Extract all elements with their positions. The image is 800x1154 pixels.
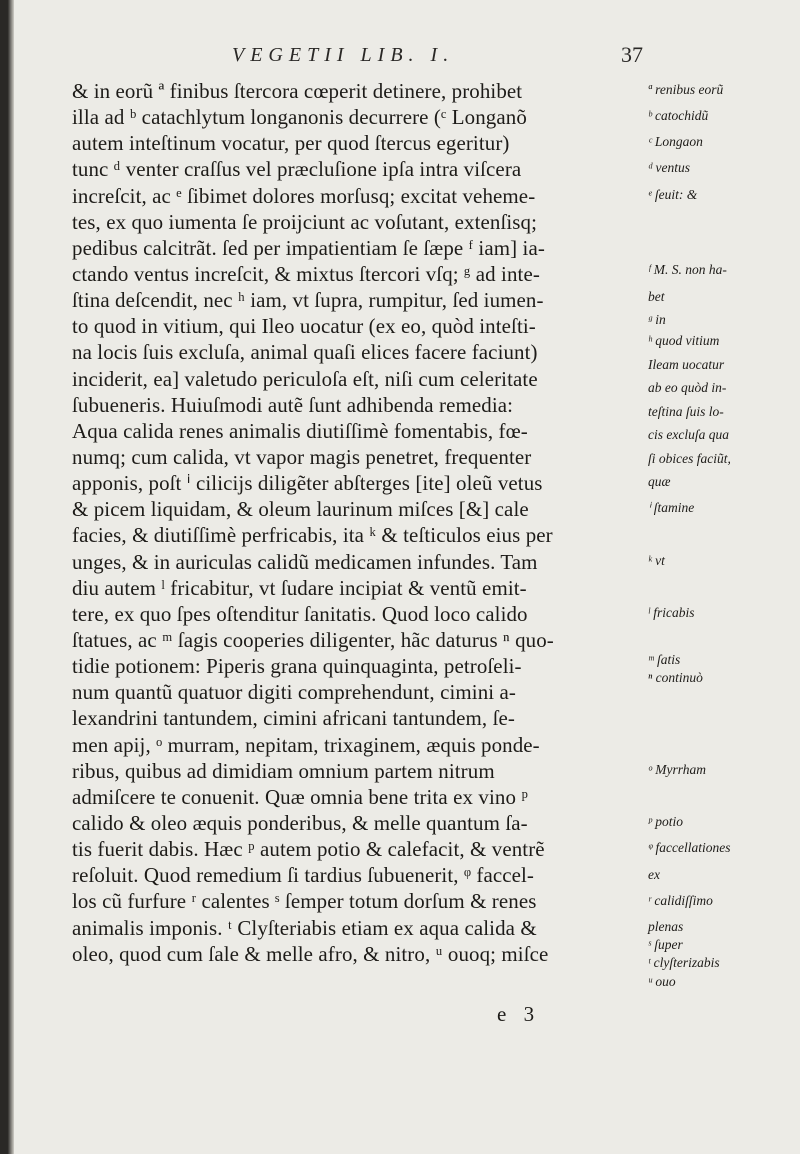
text-line: tidie potionem: Piperis grana quinquaginta, petroſeli-	[72, 654, 522, 679]
margin-note: ʳ calidiſſimo	[648, 892, 713, 908]
margin-note: ᵉ ſeuit: &	[648, 186, 698, 202]
text-line: calido & oleo æquis ponderibus, & melle quantum ſa-	[72, 810, 528, 835]
text-line: admiſcere te conuenit. Quæ omnia bene trita ex vino ᵖ	[72, 784, 528, 809]
margin-note: ᵗ clyſterizabis	[648, 955, 720, 971]
text-line: increſcit, ac ᵉ ſibimet dolores morſusq; excitat veheme-	[72, 183, 536, 208]
text-line: reſoluit. Quod remedium ſi tardius ſubuenerit, ᵠ faccel-	[72, 863, 535, 888]
main-text-block	[72, 78, 652, 967]
binding-gutter	[0, 0, 14, 1154]
margin-note: ª renibus eorũ	[648, 82, 724, 97]
margin-note: ᵇ catochidũ	[648, 108, 709, 124]
margin-note: teſtina ſuis lo-	[648, 403, 724, 419]
text-line: na locis ſuis excluſa, animal quaſi elices facere faciunt)	[72, 340, 538, 365]
text-line: numq; cum calida, vt vapor magis penetret, frequenter	[72, 444, 532, 469]
margin-note: ⁱ ſtamine	[648, 500, 695, 516]
margin-note: ᵐ ſatis	[648, 652, 681, 668]
text-line: pedibus calcitrãt. ſed per impatientiam ſe ſæpe ᶠ iam] ia-	[72, 235, 545, 260]
margin-note: bet	[648, 288, 665, 304]
text-line: & in eorũ ª finibus ſtercora cœperit detinere, prohibet	[72, 79, 523, 103]
text-line: animalis imponis. ᵗ Clyſteriabis etiam ex aqua calida &	[72, 915, 537, 940]
page-number: 37	[621, 42, 643, 67]
margin-note: ᵒ Myrrham	[648, 761, 706, 777]
margin-note: ᵍ in	[648, 312, 666, 328]
text-line: los cũ furfure ʳ calentes ˢ ſemper totum dorſum & renes	[72, 889, 537, 914]
margin-note: ᶜ Longaon	[648, 134, 703, 150]
margin-note: quæ	[648, 474, 671, 490]
signature-mark: e 3	[497, 1002, 541, 1026]
margin-note: ᵘ ouo	[648, 973, 676, 989]
text-line: ctando ventus increſcit, & mixtus ſtercori vſq; ᵍ ad inte-	[72, 261, 540, 286]
margin-note: ex	[648, 866, 660, 882]
margin-note: ⁿ continuò	[648, 670, 703, 686]
text-line: apponis, poſt ⁱ cilicijs diligẽter abſterges [ite] oleũ vetus	[72, 471, 543, 496]
margin-note: ˢ ſuper	[648, 937, 683, 953]
margin-note: ᶠ M. S. non ha-	[648, 262, 727, 278]
text-line: illa ad ᵇ catachlytum longanonis decurrere (ᶜ Longanõ	[72, 105, 527, 130]
margin-note: ab eo quòd in-	[648, 380, 727, 396]
margin-note: ſi obices faciũt,	[648, 450, 731, 466]
margin-note: Ileam uocatur	[648, 356, 725, 372]
text-line: tere, ex quo ſpes oſtenditur ſanitatis. Quod loco calido	[72, 601, 528, 626]
page-header	[0, 44, 800, 72]
text-line: oleo, quod cum ſale & melle afro, & nitro, ᵘ ouoq; miſce	[72, 941, 549, 966]
text-line: tis fuerit dabis. Hæc ᵖ autem potio & calefacit, & ventrẽ	[72, 837, 545, 862]
text-line: facies, & diutiſſimè perfricabis, ita ᵏ & teſticulos eius per	[72, 523, 553, 548]
margin-note: ᵈ ventus	[648, 160, 691, 176]
text-line: Aqua calida renes animalis diutiſſimè fomentabis, fœ-	[72, 418, 528, 443]
text-line: diu autem ˡ fricabitur, vt ſudare incipiat & ventũ emit-	[72, 575, 527, 600]
margin-note: ᵠ faccellationes	[648, 840, 731, 856]
text-line: ribus, quibus ad dimidiam omnium partem nitrum	[72, 758, 495, 783]
margin-note: ᵏ vt	[648, 552, 665, 568]
text-line: tes, ex quo iumenta ſe proijciunt ac voſutant, extenſisq;	[72, 209, 538, 234]
text-line: & picem liquidam, & oleum laurinum miſces [&] cale	[72, 497, 529, 522]
text-line: to quod in vitium, qui Ileo uocatur (ex eo, quòd inteſti-	[72, 314, 536, 339]
text-line: ſtina deſcendit, nec ʰ iam, vt ſupra, rumpitur, ſed iumen-	[72, 288, 544, 313]
margin-note: ᵖ potio	[648, 814, 683, 830]
text-line: men apij, ᵒ murram, nepitam, trixaginem, æquis ponde-	[72, 732, 540, 757]
text-line: unges, & in auriculas calidũ medicamen infundes. Tam	[72, 549, 538, 574]
text-line: lexandrini tantundem, cimini africani tantundem, ſe-	[72, 706, 515, 731]
margin-note: ˡ fricabis	[648, 605, 695, 620]
text-line: ſtatues, ac ᵐ ſagis cooperies diligenter, hãc daturus ⁿ quo-	[72, 627, 554, 652]
text-line: inciderit, ea] valetudo periculoſa eſt, niſi cum celeritate	[72, 366, 538, 391]
margin-note: ʰ quod vitium	[648, 333, 720, 349]
text-line: autem inteſtinum vocatur, per quod ſtercus egeritur)	[72, 131, 510, 156]
text-line: num quantũ quatuor digiti comprehendunt, cimini a-	[72, 680, 516, 705]
text-line: tunc ᵈ venter craſſus vel præcluſione ipſa intra viſcera	[72, 157, 522, 182]
text-line: ſubueneris. Huiuſmodi autẽ ſunt adhibenda remedia:	[72, 392, 514, 417]
running-title: VEGETII LIB. I.	[232, 44, 455, 66]
margin-note: cis excluſa qua	[648, 427, 729, 443]
margin-note: plenas	[648, 918, 684, 934]
